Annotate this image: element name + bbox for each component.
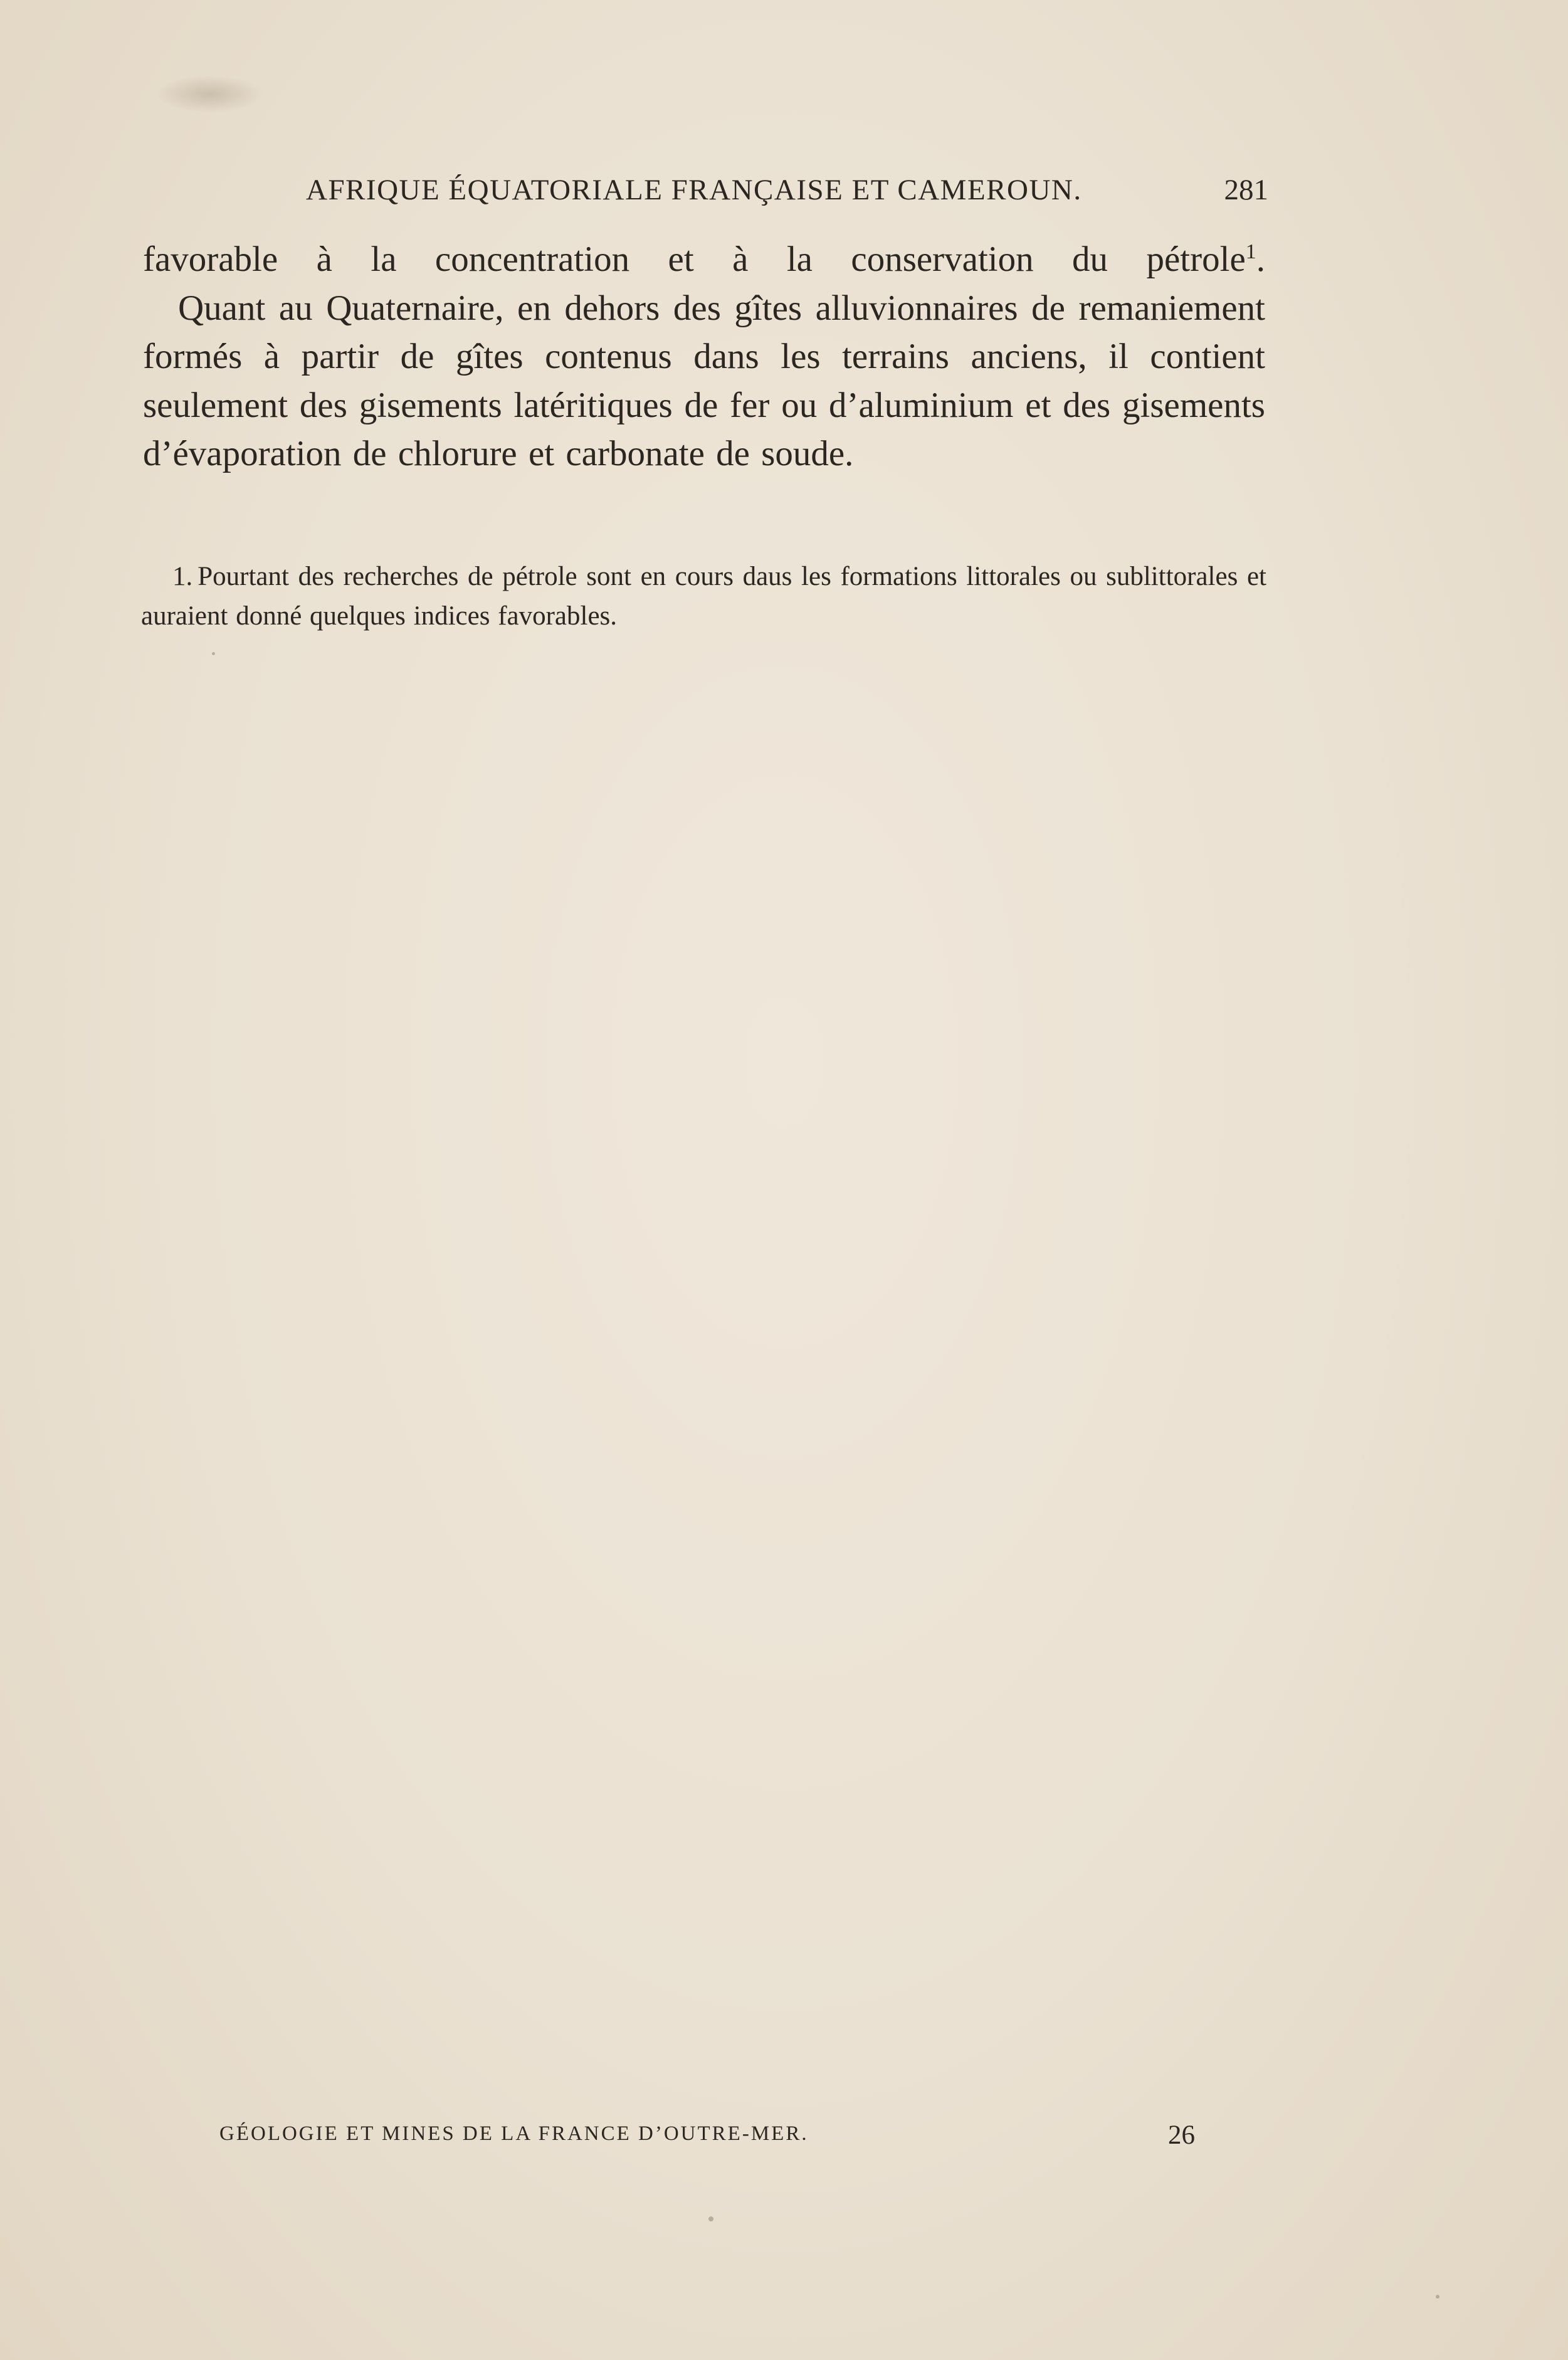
running-title: AFRIQUE ÉQUATORIALE FRANÇAISE ET CAMEROUN. [306,174,1082,206]
footnote-reference: 1 [1245,240,1256,263]
paragraph-1-end: . [1256,240,1265,279]
running-head [306,173,1268,217]
bottom-line [219,2122,1195,2160]
page-number: 281 [1224,174,1268,206]
footnote-text: Pourtant des recherches de pétrole sont en cours daus les formations littorales ou sublittorales et auraient donné quelques indices favorables. [141,562,1266,631]
paper-speck [1436,2295,1439,2299]
paper-speck [708,2216,713,2221]
page-stain [157,75,263,113]
footnote-number: 1. [172,562,193,591]
paragraph-quaternaire: Quant au Quaternaire, en dehors des gîtes alluvionnaires de remaniement formés à partir de gîtes contenus dans les terrains anciens, il contient seulement des gisements latéritiques de fer ou d’aluminium et des gisements d’évaporation de chlorure et carbonate de soude. [143,288,1265,473]
footnote [141,557,1266,636]
signature-mark: 26 [1168,2120,1195,2150]
paragraph-1-text: favorable à la concentration et à la conservation du pétrole [143,240,1246,279]
paragraph-continuation [143,235,1265,284]
series-title: GÉOLOGIE ET MINES DE LA FRANCE D’OUTRE-MER. [219,2122,809,2145]
body-text [143,235,1265,478]
paper-speck [212,652,215,655]
